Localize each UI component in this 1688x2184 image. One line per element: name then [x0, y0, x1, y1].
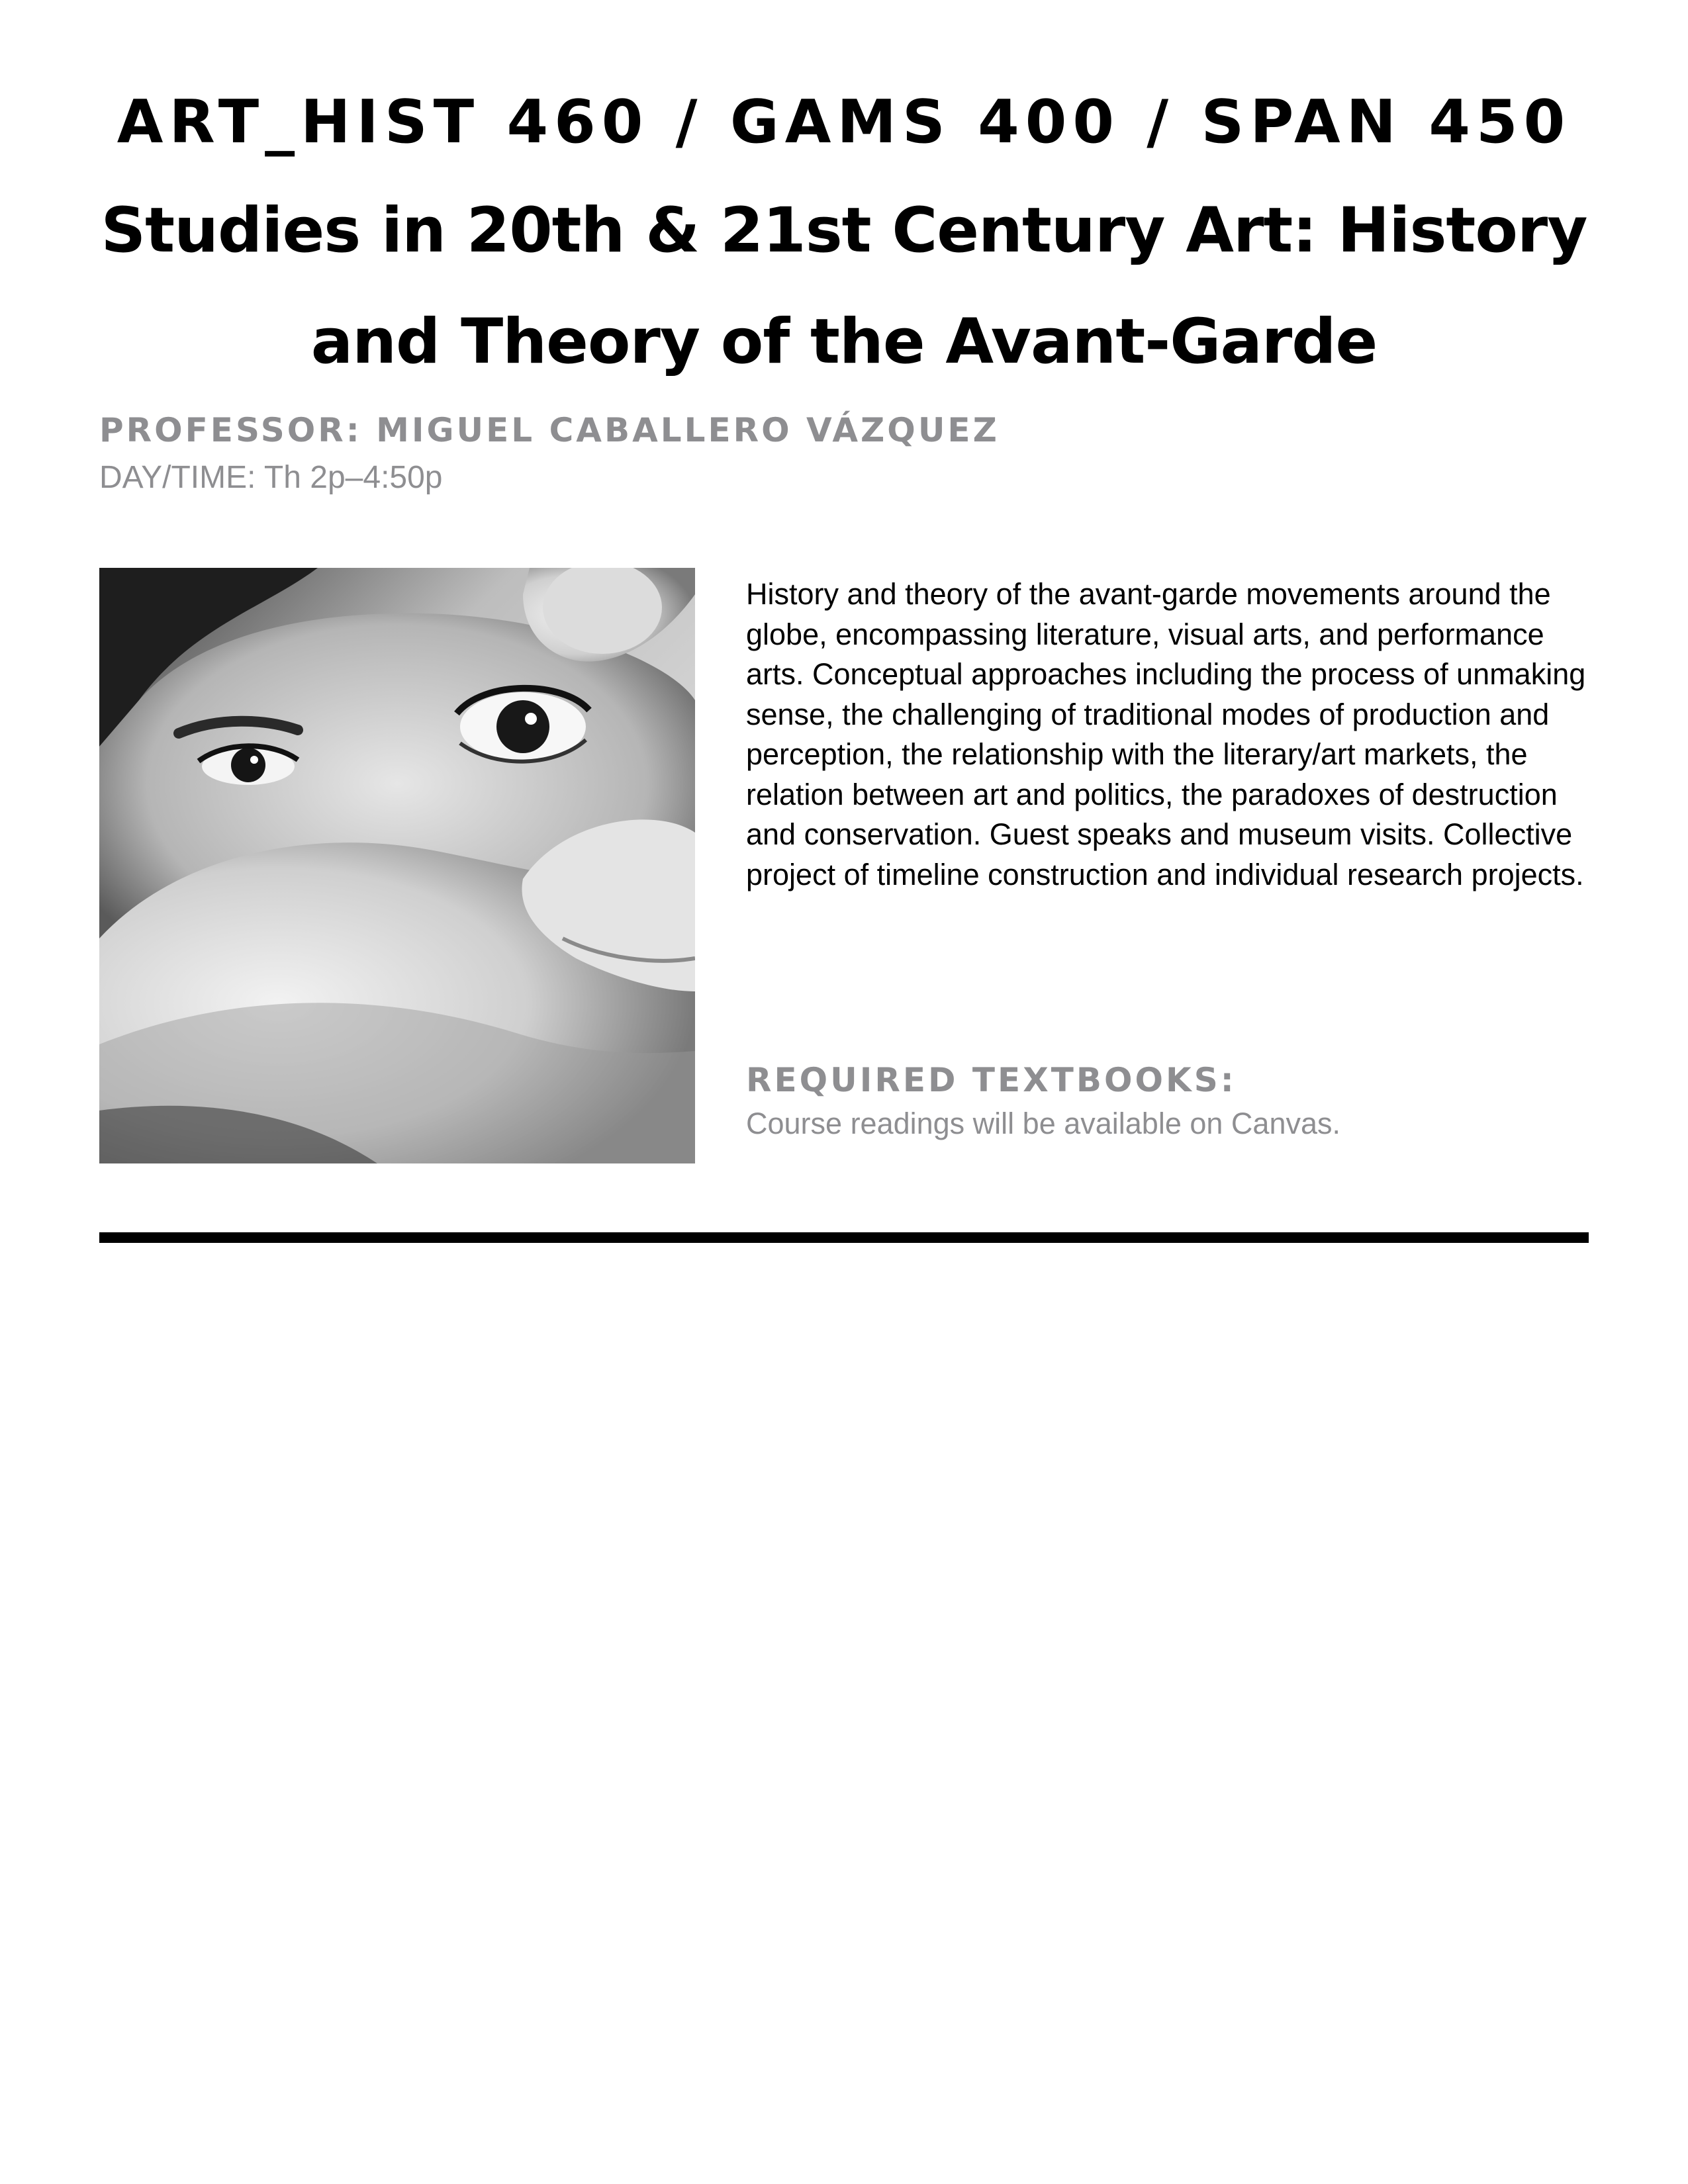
- course-description: History and theory of the avant-garde movements around the globe, encompassing literature, visual arts, and performance arts. Conceptual approaches including the process of unmaking sense, the challenging of traditional modes of production and perception, the relationship with the literary/art markets, the relation between art and politics, the paradoxes of destruction and conservation. Guest speaks and museum visits. Collective project of timeline construction and individual research projects.: [746, 577, 1586, 891]
- eye-photo-illustration: [99, 568, 695, 1163]
- textbooks-heading: REQUIRED TEXTBOOKS:: [746, 1061, 1237, 1099]
- day-time: DAY/TIME: Th 2p–4:50p: [99, 460, 443, 495]
- textbooks-note: Course readings will be available on Canvas.: [746, 1107, 1341, 1140]
- course-codes: ART_HIST 460 / GAMS 400 / SPAN 450: [117, 87, 1571, 157]
- course-title: Studies in 20th & 21st Century Art: History and Theory of the Avant-Garde: [101, 195, 1587, 378]
- course-photo: [99, 568, 695, 1163]
- divider: [99, 1232, 1589, 1243]
- professor-name: PROFESSOR: MIGUEL CABALLERO VÁZQUEZ: [99, 411, 1000, 449]
